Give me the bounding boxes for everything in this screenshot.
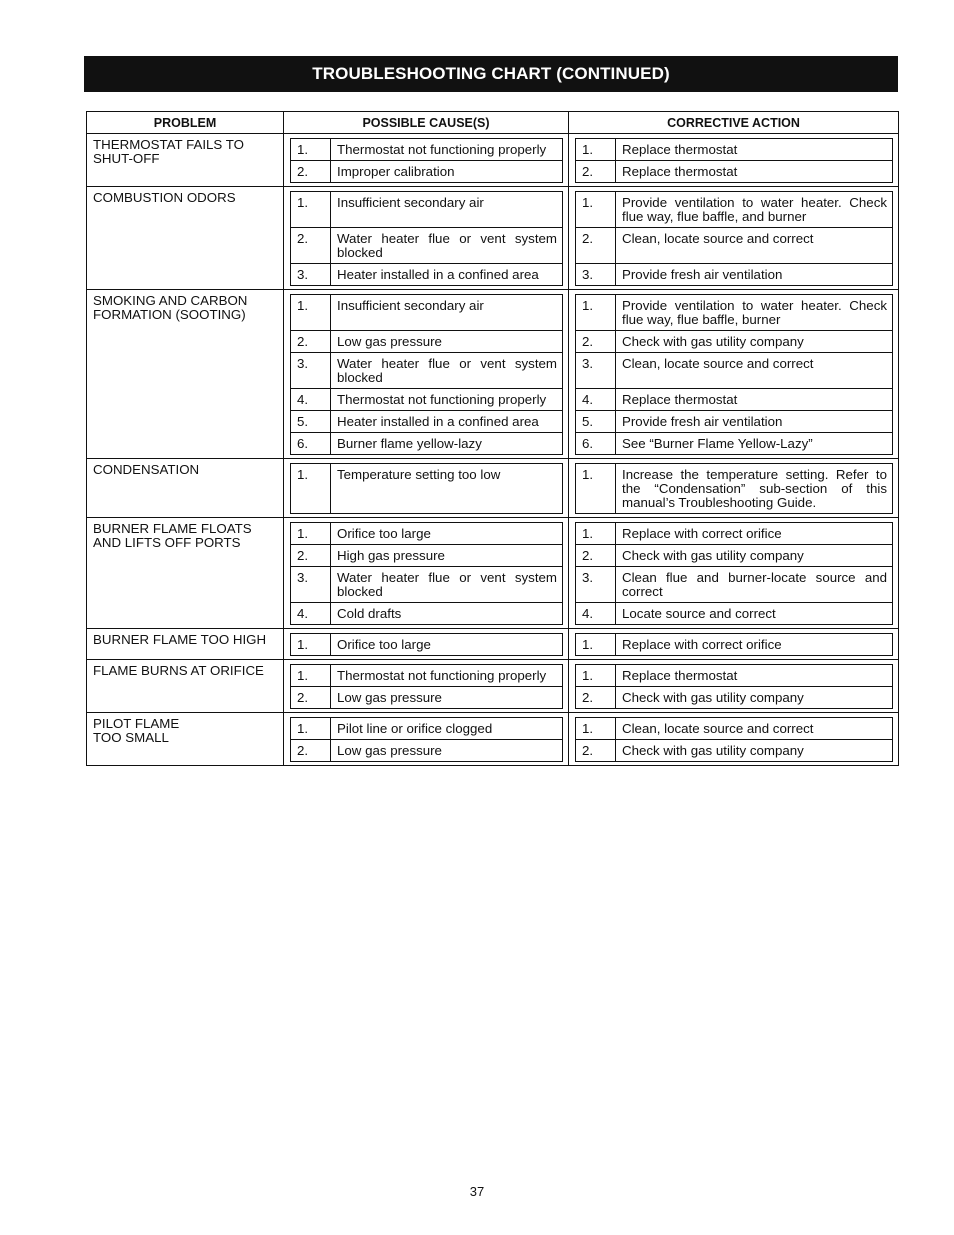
item-number: 1. — [576, 139, 616, 161]
item-number: 2. — [576, 687, 616, 709]
cause-cell-list — [290, 522, 563, 625]
cause-cell — [284, 290, 569, 459]
list-item — [291, 264, 563, 286]
item-number: 1. — [576, 523, 616, 545]
item-number: 4. — [576, 603, 616, 625]
item-number: 2. — [576, 228, 616, 264]
cause-cell-list — [290, 633, 563, 656]
list-item — [291, 634, 563, 656]
item-number: 3. — [291, 567, 331, 603]
item-number: 2. — [576, 331, 616, 353]
problem-cell — [87, 713, 284, 766]
item-number: 3. — [576, 264, 616, 286]
action-cell — [569, 660, 899, 713]
action-text: Locate source and correct — [616, 603, 893, 625]
list-item — [576, 634, 893, 656]
action-text: Replace thermostat — [616, 139, 893, 161]
item-number: 1. — [576, 464, 616, 514]
problem-cell — [87, 187, 284, 290]
item-number: 3. — [291, 264, 331, 286]
list-item — [291, 464, 563, 514]
item-number: 2. — [576, 161, 616, 183]
item-number: 1. — [291, 464, 331, 514]
action-text: Clean, locate source and correct — [616, 353, 893, 389]
cause-text: Heater installed in a confined area — [331, 264, 563, 286]
list-item — [291, 665, 563, 687]
list-item — [291, 433, 563, 455]
action-cell-list — [575, 294, 893, 455]
problem-text: AND LIFTS OFF PORTS — [93, 535, 241, 550]
item-number: 1. — [576, 192, 616, 228]
item-number: 1. — [576, 634, 616, 656]
action-cell — [569, 459, 899, 518]
list-item — [291, 389, 563, 411]
item-number: 5. — [291, 411, 331, 433]
page-number: 37 — [469, 1184, 485, 1199]
action-cell — [569, 134, 899, 187]
action-cell — [569, 629, 899, 660]
list-item — [291, 295, 563, 331]
cause-text: Improper calibration — [331, 161, 563, 183]
item-number: 5. — [576, 411, 616, 433]
item-number: 1. — [291, 718, 331, 740]
list-item — [291, 331, 563, 353]
problem-text: FORMATION (SOOTING) — [93, 307, 246, 322]
problem-text: TOO SMALL — [93, 730, 169, 745]
problem-cell — [87, 518, 284, 629]
item-number: 1. — [291, 523, 331, 545]
list-item — [576, 718, 893, 740]
list-item — [576, 687, 893, 709]
item-number: 4. — [291, 389, 331, 411]
cause-text: Thermostat not functioning properly — [331, 389, 563, 411]
action-text: Provide fresh air ventilation — [616, 411, 893, 433]
action-text: Provide ventilation to water heater. Check flue way, flue baffle, burner — [616, 295, 893, 331]
header-problem: PROBLEM — [87, 112, 284, 134]
item-number: 2. — [291, 687, 331, 709]
action-text: Check with gas utility company — [616, 331, 893, 353]
table-row — [87, 290, 899, 459]
list-item — [576, 295, 893, 331]
problem-cell — [87, 459, 284, 518]
table-row — [87, 187, 899, 290]
list-item — [576, 433, 893, 455]
problem-text: FLAME BURNS AT ORIFICE — [93, 663, 264, 678]
item-number: 3. — [576, 353, 616, 389]
cause-cell-list — [290, 664, 563, 709]
action-cell-list — [575, 191, 893, 286]
cause-text: Water heater flue or vent system blocked — [331, 228, 563, 264]
problem-text: THERMOSTAT FAILS TO — [93, 137, 244, 152]
list-item — [291, 687, 563, 709]
table-row — [87, 713, 899, 766]
item-number: 4. — [576, 389, 616, 411]
cause-cell-list — [290, 294, 563, 455]
header-possible-causes: POSSIBLE CAUSE(S) — [284, 112, 569, 134]
problem-text: BURNER FLAME FLOATS — [93, 521, 252, 536]
list-item — [576, 545, 893, 567]
action-cell-list — [575, 633, 893, 656]
problem-cell — [87, 290, 284, 459]
cause-text: Insufficient secondary air — [331, 192, 563, 228]
list-item — [576, 389, 893, 411]
list-item — [576, 331, 893, 353]
action-text: Replace thermostat — [616, 389, 893, 411]
cause-cell — [284, 713, 569, 766]
list-item — [291, 139, 563, 161]
cause-text: Thermostat not functioning properly — [331, 665, 563, 687]
item-number: 2. — [291, 740, 331, 762]
problem-text: SMOKING AND CARBON — [93, 293, 248, 308]
cause-cell-list — [290, 717, 563, 762]
action-cell-list — [575, 138, 893, 183]
action-text: Check with gas utility company — [616, 545, 893, 567]
item-number: 6. — [291, 433, 331, 455]
item-number: 2. — [291, 331, 331, 353]
action-text: Increase the temperature setting. Refer to the “Condensation” sub-section of this manual’s Troubleshooting Guide. — [616, 464, 893, 514]
cause-text: Low gas pressure — [331, 331, 563, 353]
item-number: 2. — [291, 228, 331, 264]
list-item — [291, 567, 563, 603]
cause-text: Heater installed in a confined area — [331, 411, 563, 433]
action-text: Check with gas utility company — [616, 740, 893, 762]
action-text: Replace with correct orifice — [616, 634, 893, 656]
cause-text: High gas pressure — [331, 545, 563, 567]
list-item — [291, 161, 563, 183]
action-cell — [569, 290, 899, 459]
table-body — [87, 134, 899, 766]
cause-cell-list — [290, 463, 563, 514]
header-corrective-action: CORRECTIVE ACTION — [569, 112, 899, 134]
list-item — [576, 353, 893, 389]
problem-cell — [87, 660, 284, 713]
list-item — [576, 665, 893, 687]
list-item — [291, 603, 563, 625]
table-header-row — [87, 112, 899, 134]
action-text: Replace thermostat — [616, 665, 893, 687]
cause-text: Orifice too large — [331, 634, 563, 656]
list-item — [291, 411, 563, 433]
list-item — [576, 161, 893, 183]
list-item — [576, 603, 893, 625]
list-item — [576, 567, 893, 603]
cause-cell — [284, 660, 569, 713]
cause-cell — [284, 629, 569, 660]
list-item — [576, 523, 893, 545]
cause-text: Water heater flue or vent system blocked — [331, 353, 563, 389]
list-item — [576, 464, 893, 514]
cause-text: Water heater flue or vent system blocked — [331, 567, 563, 603]
cause-cell — [284, 187, 569, 290]
list-item — [291, 545, 563, 567]
problem-text: BURNER FLAME TOO HIGH — [93, 632, 267, 647]
list-item — [576, 139, 893, 161]
item-number: 2. — [576, 740, 616, 762]
list-item — [291, 523, 563, 545]
problem-text: CONDENSATION — [93, 462, 200, 477]
action-text: Clean, locate source and correct — [616, 228, 893, 264]
item-number: 1. — [576, 718, 616, 740]
item-number: 1. — [291, 139, 331, 161]
list-item — [576, 411, 893, 433]
cause-cell — [284, 459, 569, 518]
cause-text: Temperature setting too low — [331, 464, 563, 514]
table-row — [87, 660, 899, 713]
cause-text: Cold drafts — [331, 603, 563, 625]
list-item — [291, 228, 563, 264]
list-item — [291, 740, 563, 762]
action-cell — [569, 187, 899, 290]
troubleshooting-table — [86, 111, 899, 766]
list-item — [576, 740, 893, 762]
item-number: 2. — [291, 545, 331, 567]
item-number: 1. — [291, 295, 331, 331]
cause-text: Insufficient secondary air — [331, 295, 563, 331]
list-item — [576, 264, 893, 286]
action-cell-list — [575, 717, 893, 762]
page-title: TROUBLESHOOTING CHART (CONTINUED) — [84, 56, 898, 92]
item-number: 2. — [576, 545, 616, 567]
cause-text: Low gas pressure — [331, 740, 563, 762]
table-row — [87, 629, 899, 660]
list-item — [291, 192, 563, 228]
action-cell — [569, 518, 899, 629]
table-row — [87, 518, 899, 629]
cause-cell — [284, 134, 569, 187]
action-cell-list — [575, 463, 893, 514]
cause-text: Pilot line or orifice clogged — [331, 718, 563, 740]
item-number: 1. — [291, 192, 331, 228]
item-number: 3. — [291, 353, 331, 389]
table-row — [87, 459, 899, 518]
item-number: 1. — [576, 295, 616, 331]
item-number: 6. — [576, 433, 616, 455]
action-text: Provide ventilation to water heater. Check flue way, flue baffle, and burner — [616, 192, 893, 228]
item-number: 1. — [291, 634, 331, 656]
problem-text: COMBUSTION ODORS — [93, 190, 236, 205]
action-cell-list — [575, 522, 893, 625]
action-text: Clean, locate source and correct — [616, 718, 893, 740]
action-text: Provide fresh air ventilation — [616, 264, 893, 286]
cause-cell-list — [290, 191, 563, 286]
action-text: Replace with correct orifice — [616, 523, 893, 545]
action-cell-list — [575, 664, 893, 709]
cause-text: Low gas pressure — [331, 687, 563, 709]
item-number: 4. — [291, 603, 331, 625]
item-number: 3. — [576, 567, 616, 603]
cause-text: Thermostat not functioning properly — [331, 139, 563, 161]
item-number: 2. — [291, 161, 331, 183]
cause-text: Orifice too large — [331, 523, 563, 545]
action-text: Replace thermostat — [616, 161, 893, 183]
item-number: 1. — [576, 665, 616, 687]
problem-cell — [87, 134, 284, 187]
cause-text: Burner flame yellow-lazy — [331, 433, 563, 455]
cause-cell-list — [290, 138, 563, 183]
list-item — [291, 718, 563, 740]
action-text: Clean flue and burner-locate source and correct — [616, 567, 893, 603]
problem-text: SHUT-OFF — [93, 151, 160, 166]
problem-text: PILOT FLAME — [93, 716, 180, 731]
action-text: See “Burner Flame Yellow-Lazy” — [616, 433, 893, 455]
item-number: 1. — [291, 665, 331, 687]
table-row — [87, 134, 899, 187]
action-text: Check with gas utility company — [616, 687, 893, 709]
list-item — [576, 228, 893, 264]
list-item — [576, 192, 893, 228]
problem-cell — [87, 629, 284, 660]
action-cell — [569, 713, 899, 766]
list-item — [291, 353, 563, 389]
cause-cell — [284, 518, 569, 629]
